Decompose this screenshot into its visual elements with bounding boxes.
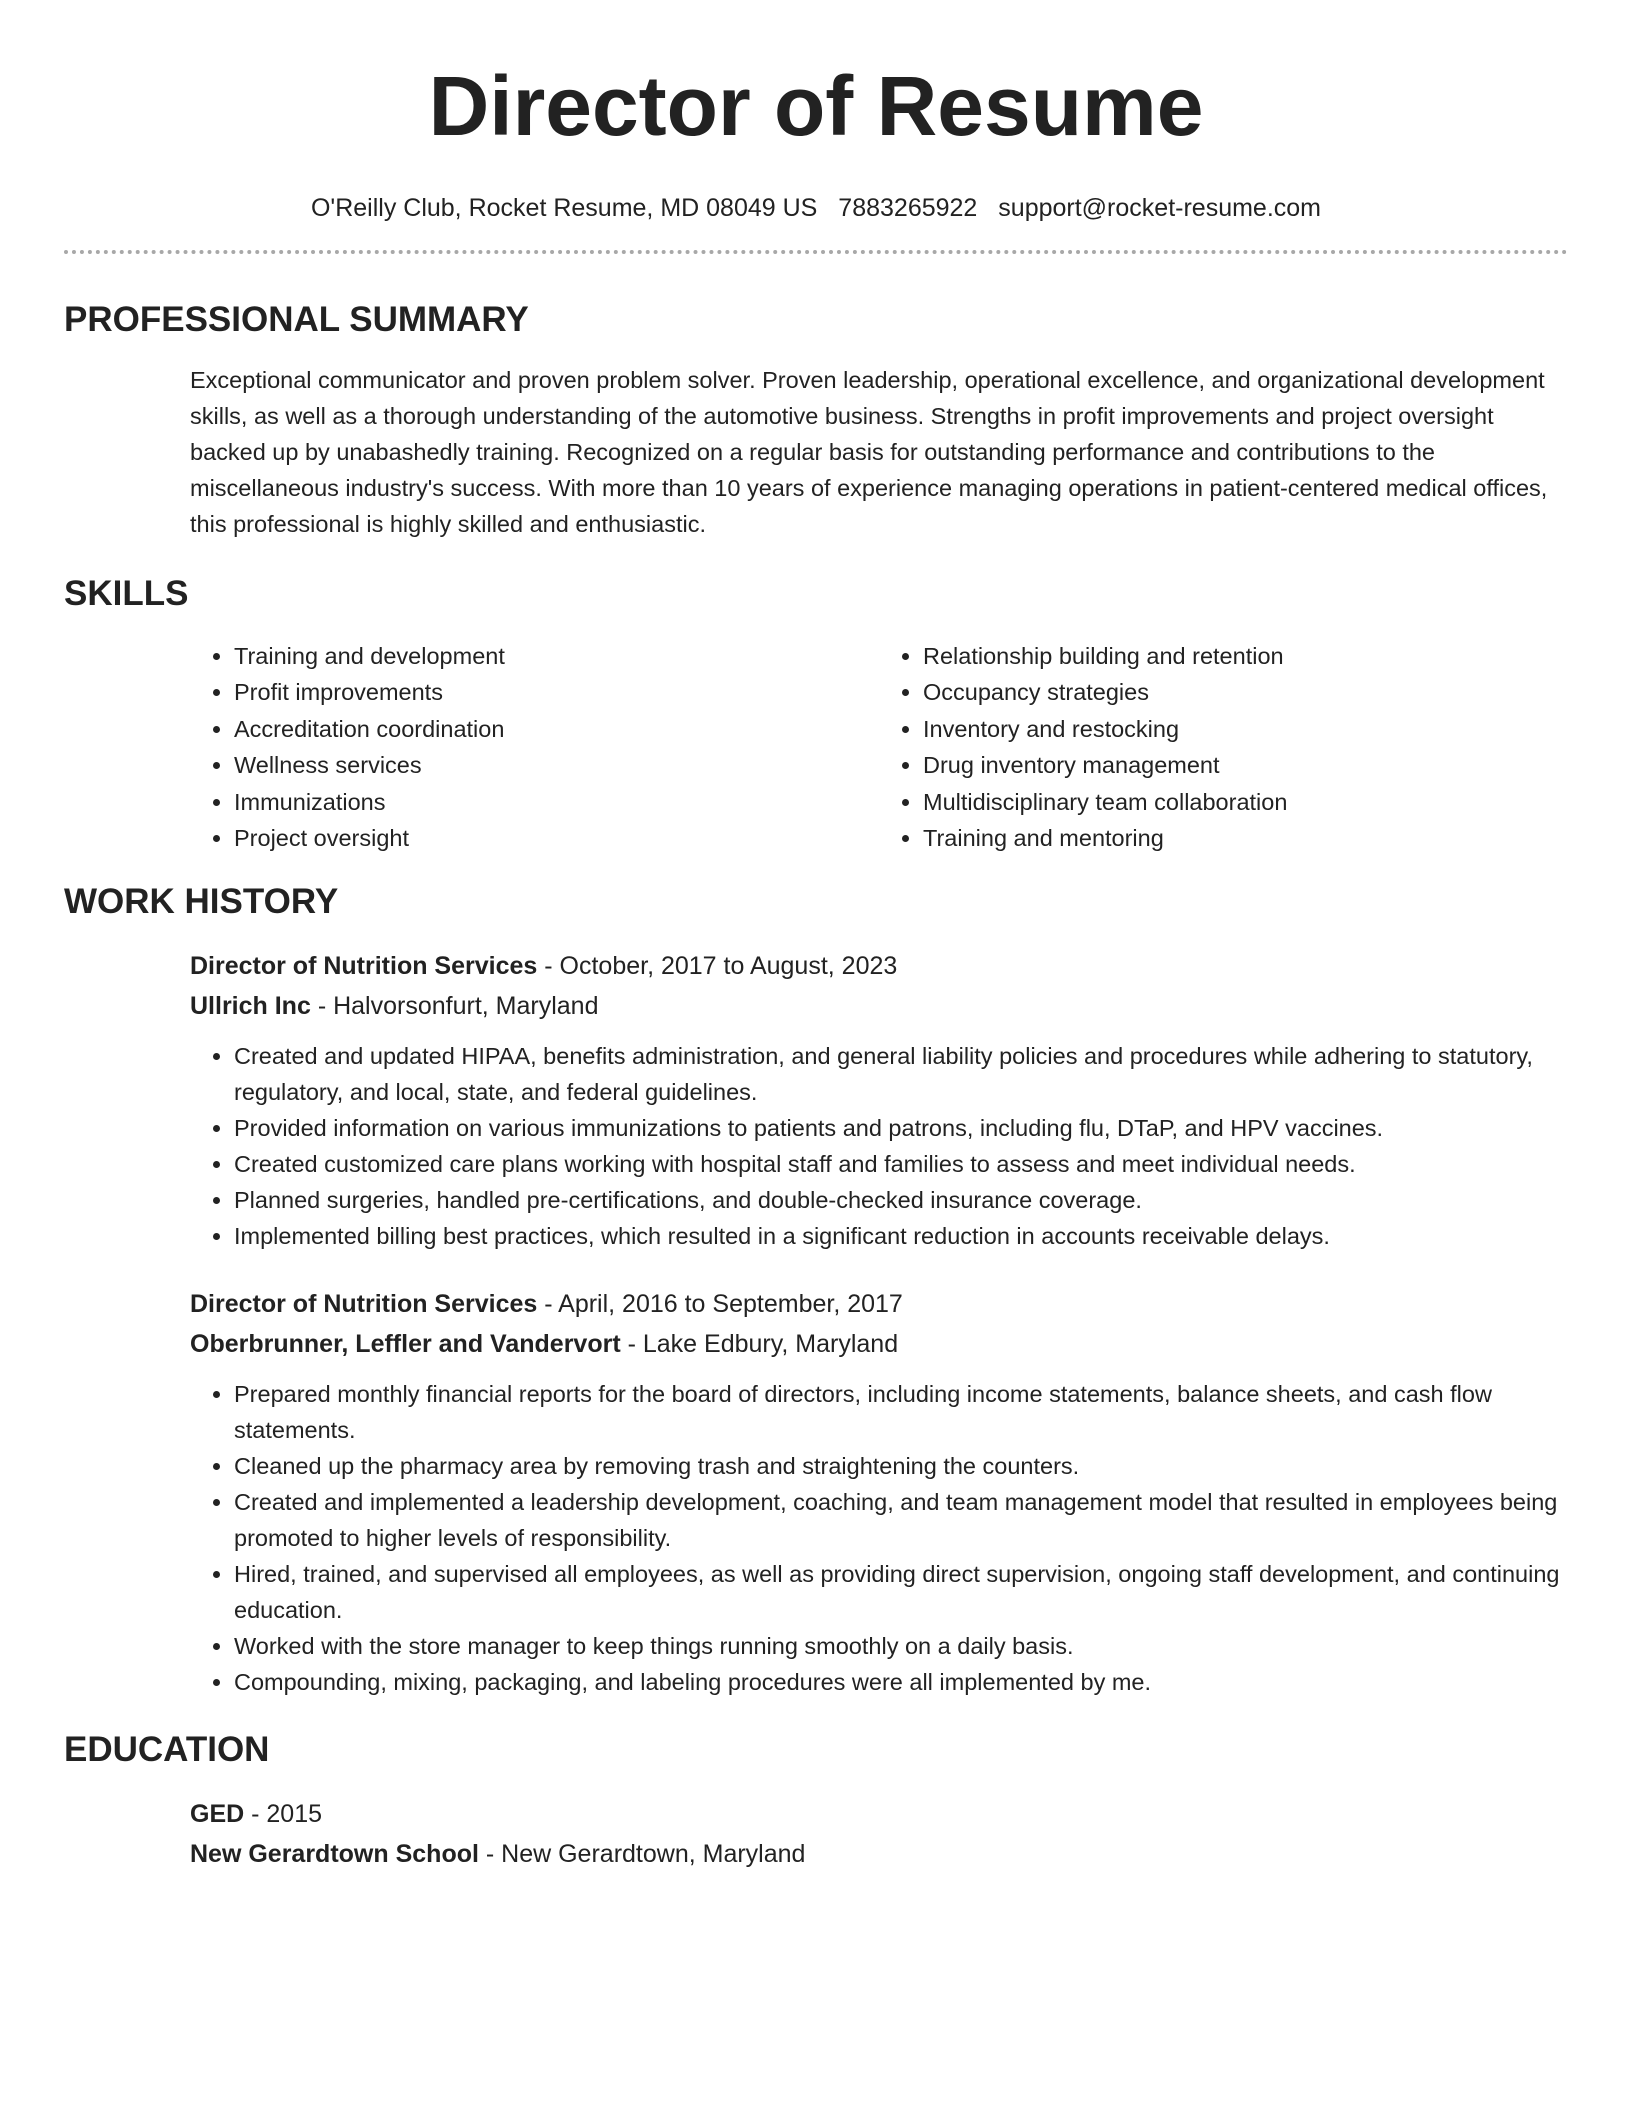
skills-section bbox=[64, 638, 1568, 856]
job-dates: - October, 2017 to August, 2023 bbox=[537, 952, 898, 981]
job-entry bbox=[190, 1284, 1568, 1700]
skill-item: • Profit improvements bbox=[234, 674, 879, 710]
job-company: Ullrich Inc bbox=[190, 992, 311, 1021]
job-company-line bbox=[190, 1324, 1568, 1364]
job-company: Oberbrunner, Leffler and Vandervort bbox=[190, 1330, 621, 1359]
job-duty: • Implemented billing best practices, which resulted in a significant reduction in accounts receivable delays. bbox=[234, 1218, 1568, 1254]
skill-item: • Training and mentoring bbox=[923, 820, 1568, 856]
education-section bbox=[64, 1794, 1568, 1874]
education-degree-line bbox=[190, 1794, 1568, 1834]
skill-item: • Wellness services bbox=[234, 747, 879, 783]
skill-item: • Inventory and restocking bbox=[923, 711, 1568, 747]
job-duty: • Worked with the store manager to keep things running smoothly on a daily basis. bbox=[234, 1628, 1568, 1664]
skill-item: • Accreditation coordination bbox=[234, 711, 879, 747]
skill-item: • Drug inventory management bbox=[923, 747, 1568, 783]
skill-item: • Occupancy strategies bbox=[923, 674, 1568, 710]
job-duty: • Created and implemented a leadership development, coaching, and team management model that resulted in employees being promoted to higher levels of responsibility. bbox=[234, 1484, 1568, 1556]
summary-text: Exceptional communicator and proven problem solver. Proven leadership, operational excellence, and organizational development skills, as well as a thorough understanding of the automotive business. Strengths in profit improvements and project oversight backed up by unabashedly training. Recognized on a regular basis for outstanding performance and contributions to the miscellaneous industry's success. With more than 10 years of experience managing operations in patient-centered medical offices, this professional is highly skilled and enthusiastic. bbox=[190, 367, 1548, 537]
education-degree: GED bbox=[190, 1800, 245, 1829]
job-duty: • Provided information on various immunizations to patients and patrons, including flu, DTaP, and HPV vaccines. bbox=[234, 1110, 1568, 1146]
education-heading: EDUCATION bbox=[64, 1730, 270, 1770]
skill-item: • Immunizations bbox=[234, 784, 879, 820]
job-entry bbox=[190, 946, 1568, 1254]
summary-section bbox=[64, 362, 1568, 542]
job-position: Director of Nutrition Services bbox=[190, 1290, 538, 1319]
job-duty: • Prepared monthly financial reports for the board of directors, including income statements, balance sheets, and cash flow statements. bbox=[234, 1376, 1568, 1448]
job-duty: • Created and updated HIPAA, benefits administration, and general liability policies and procedures while adhering to statutory, regulatory, and local, state, and federal guidelines. bbox=[234, 1038, 1568, 1110]
job-title-line bbox=[190, 946, 1568, 986]
job-location: - Halvorsonfurt, Maryland bbox=[310, 992, 599, 1021]
resume-name: Director of Resume bbox=[428, 59, 1204, 153]
skill-item: • Training and development bbox=[234, 638, 879, 674]
job-duties-list bbox=[190, 1376, 1568, 1700]
job-company-line bbox=[190, 986, 1568, 1026]
education-year: - 2015 bbox=[244, 1800, 323, 1829]
skills-column-right bbox=[879, 638, 1568, 856]
work-history-heading: WORK HISTORY bbox=[64, 882, 339, 922]
job-position: Director of Nutrition Services bbox=[190, 952, 538, 981]
job-duties-list bbox=[190, 1038, 1568, 1254]
skills-grid bbox=[190, 638, 1568, 856]
skill-item: • Multidisciplinary team collaboration bbox=[923, 784, 1568, 820]
skill-item: • Project oversight bbox=[234, 820, 879, 856]
job-duty: • Compounding, mixing, packaging, and labeling procedures were all implemented by me. bbox=[234, 1664, 1568, 1700]
skills-heading: SKILLS bbox=[64, 574, 189, 613]
job-duty: • Hired, trained, and supervised all employees, as well as providing direct supervision, ongoing staff development, and continuing education. bbox=[234, 1556, 1568, 1628]
header-divider bbox=[64, 250, 1568, 254]
contact-address: O'Reilly Club, Rocket Resume, MD 08049 US bbox=[310, 194, 818, 222]
work-history-section bbox=[64, 946, 1568, 1700]
job-duty: • Created customized care plans working with hospital staff and families to assess and meet individual needs. bbox=[234, 1146, 1568, 1182]
contact-email: support@rocket-resume.com bbox=[998, 194, 1322, 222]
job-duty: • Cleaned up the pharmacy area by removing trash and straightening the counters. bbox=[234, 1448, 1568, 1484]
job-dates: - April, 2016 to September, 2017 bbox=[537, 1290, 903, 1319]
skill-item: • Relationship building and retention bbox=[923, 638, 1568, 674]
job-duty: • Planned surgeries, handled pre-certifications, and double-checked insurance coverage. bbox=[234, 1182, 1568, 1218]
education-location: - New Gerardtown, Maryland bbox=[478, 1840, 806, 1869]
job-location: - Lake Edbury, Maryland bbox=[620, 1330, 899, 1359]
contact-phone: 7883265922 bbox=[838, 194, 978, 222]
summary-heading: PROFESSIONAL SUMMARY bbox=[64, 300, 529, 339]
job-title-line bbox=[190, 1284, 1568, 1324]
skills-column-left bbox=[190, 638, 879, 856]
education-school: New Gerardtown School bbox=[190, 1840, 479, 1869]
education-school-line bbox=[190, 1834, 1568, 1874]
contact-line bbox=[64, 192, 1568, 224]
